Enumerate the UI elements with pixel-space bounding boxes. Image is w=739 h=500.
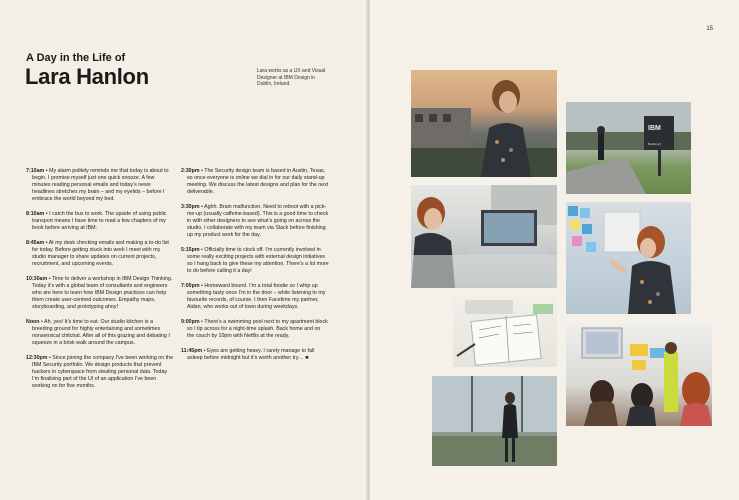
timeline-entry	[181, 348, 329, 362]
entry-text: • The Security design team is based in Austin, Texas, so once everyone is online we dial in for our daily stand-up meeting. We discuss the latest designs and plan for the next deliverable.	[187, 168, 329, 195]
entry-time: 12:30pm	[26, 355, 48, 361]
entry-text: • Since joining the company I’ve been working on the IBM Security portfolio. We design products that prevent hackers in cyberspace from stealing personal data. Today I’m finalising part of the UI of an application I’ve been working on for five months.	[32, 355, 174, 389]
entry-text: • There’s a swimming pool next to my apartment block so I tip across for a night-time splash. Back home and on the couch by 10pm with Netflix at the ready.	[187, 319, 328, 339]
author-bio: Lara works as a UX and Visual Designer at IBM Design in Dublin, Ireland.	[257, 68, 326, 87]
timeline-column-right	[181, 168, 329, 370]
timeline-entry	[26, 168, 174, 203]
entry-text: • Officially time to clock off. I’m currently involved in some really exciting projects with external design initiatives so I hang back to give these my attention. There’s a lot more to do before calling it a day!	[187, 247, 329, 274]
entry-time: 11:45pm	[181, 348, 203, 354]
photo-workshop	[566, 324, 712, 426]
article-kicker: A Day in the Life of	[26, 52, 126, 64]
photo-laptop-desk-art	[411, 185, 557, 288]
entry-text: • Eyes are getting heavy. I rarely manage to fall asleep before midnight but it’s worth another try… ■	[187, 348, 315, 361]
entry-time: 7:10am	[26, 168, 45, 174]
page-number: 15	[706, 26, 713, 32]
entry-text: • Aghh. Brain malfunction. Need to reboot with a pick-me-up (usually caffeine-based). This is a good time to check in with other designers to see what’s going on across the studio. I collaborate with my team via Slack before finishing up my product work for the day.	[187, 204, 329, 238]
photo-portrait-sunset-art	[411, 70, 557, 177]
timeline-entry	[181, 168, 329, 196]
entry-time: 9:00pm	[181, 319, 200, 325]
entry-time: Noon	[26, 319, 40, 325]
entry-time: 10:30am	[26, 276, 48, 282]
timeline-entry	[181, 283, 329, 311]
photo-workshop-art	[566, 324, 712, 426]
timeline-entry	[26, 211, 174, 232]
photo-notebook-art	[453, 296, 557, 367]
sign-subtext: Building 6	[648, 142, 662, 146]
photo-postit-wall	[566, 202, 691, 314]
entry-text: • I catch the bus to work. The upside of using public transport means I have time to read a few chapters of my book before arriving at IBM.	[32, 211, 167, 231]
entry-time: 5:15pm	[181, 247, 200, 253]
timeline-entry	[26, 240, 174, 268]
timeline-column-left	[26, 168, 174, 398]
entry-text: • Homeward bound. I’m a total foodie so I whip up something tasty once I’m in the door – while listening to my favourite records, of course. I then Facetime my partner, Aidan, who works out of town during weekdays.	[187, 283, 326, 310]
entry-text: • Time to deliver a workshop in IBM Design Thinking. Today it’s with a global team of consultants and engineers who are here to learn how IBM Design practices can help them create user-centred outcomes. Empathy maps, storyboarding, and prototyping ahoy!	[32, 276, 173, 310]
article-title: Lara Hanlon	[25, 64, 149, 89]
entry-time: 8:10am	[26, 211, 45, 217]
entry-time: 8:45am	[26, 240, 45, 246]
timeline-entry	[181, 247, 329, 275]
photo-portrait-sunset	[411, 70, 557, 177]
timeline-entry	[26, 355, 174, 390]
photo-notebook	[453, 296, 557, 367]
entry-text: • At my desk checking emails and making a to-do list for today. Before getting stuck into work I meet with my studio manager to share updates on current projects, recruitment, and upcoming events.	[32, 240, 169, 267]
photo-laptop-desk	[411, 185, 557, 288]
sign-text: IBM	[648, 125, 661, 132]
entry-text: • My alarm politely reminds me that today is about to begin. I promise myself just one quick snooze. A few minutes reading personal emails and today’s news headlines stretches my brain – and my eyelids – before I embrace the world beyond my bed.	[32, 168, 169, 202]
left-page	[0, 0, 368, 500]
timeline-entry	[26, 276, 174, 311]
entry-time: 3:30pm	[181, 204, 200, 210]
timeline-entry	[181, 319, 329, 340]
photo-ibm-sign-art	[566, 102, 691, 194]
photo-glass-window-art	[432, 376, 557, 466]
timeline-entry	[181, 204, 329, 239]
timeline-entry	[26, 319, 174, 347]
entry-text: • Ah, yes! It’s time to eat. Our studio kitchen is a breeding ground for highly entertaining and sometimes nonsensical chitchat. After all of this grazing and debating I squeeze in a brisk walk around the campus.	[32, 319, 170, 346]
photo-glass-window	[432, 376, 557, 466]
entry-time: 2:30pm	[181, 168, 200, 174]
photo-ibm-sign	[566, 102, 691, 194]
photo-postit-wall-art	[566, 202, 691, 314]
entry-time: 7:00pm	[181, 283, 200, 289]
